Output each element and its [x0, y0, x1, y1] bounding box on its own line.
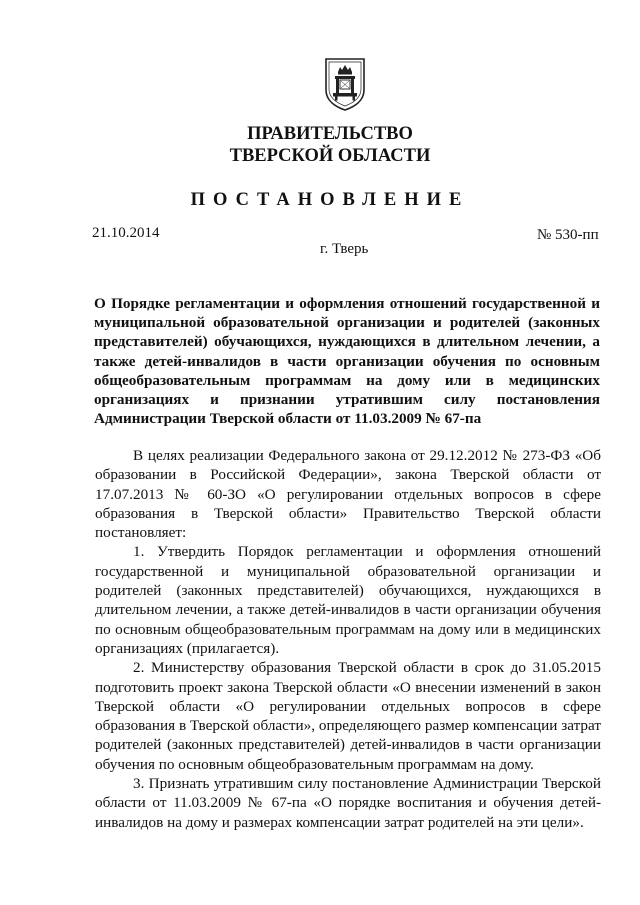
- government-title: ПРАВИТЕЛЬСТВО: [247, 124, 413, 144]
- clause-1-paragraph: 1. Утвердить Порядок регламентации и оформления отношений государственной и муниципальной образовательной организации и родителей (законных представителей) обучающихся, нуждающихся в длительном лечении, а также детей-инвалидов в части организации обучения по основным общеобразовательным программам на дому или в медицинских организациях (прилагается).: [95, 543, 601, 657]
- document-city: г. Тверь: [320, 241, 369, 257]
- region-title: ТВЕРСКОЙ ОБЛАСТИ: [229, 146, 431, 166]
- preamble-paragraph: В целях реализации Федерального закона от 29.12.2012 № 273-ФЗ «Об образовании в Российской Федерации», закона Тверской области от 17.07.2013 № 60-ЗО «О регулировании отдельных вопросов в сфере образования в Тверской области» Правительство Тверской области постановляет:: [95, 447, 601, 542]
- document-body: [95, 446, 601, 832]
- clause-2-paragraph: 2. Министерству образования Тверской области в срок до 31.05.2015 подготовить проект закона Тверской области «О внесении изменений в закон Тверской области «О регулировании отдельных вопросов в сфере образования в Тверской области», определяющего размер компенсации затрат родителей (законных представителей) детей-инвалидов в части организации обучения по основным общеобразовательным программам на дому.: [95, 659, 601, 773]
- document-subject: О Порядке регламентации и оформления отношений государственной и муниципальной образовательной организации и родителей (законных представителей) обучающихся, нуждающихся в длительном лечении, а также детей-инвалидов в части организации обучения по основным общеобразовательным программам на дому или в медицинских организациях и признании утратившим силу постановления Администрации Тверской области от 11.03.2009 № 67-па: [94, 295, 600, 428]
- document-type: ПОСТАНОВЛЕНИЕ: [190, 190, 470, 210]
- scan-mark: [486, 2, 636, 16]
- document-date: 21.10.2014: [92, 225, 160, 241]
- clause-3-paragraph: 3. Признать утратившим силу постановление Администрации Тверской области от 11.03.2009 № 67-па «О порядке воспитания и обучения детей-инвалидов на дому и размерах компенсации затрат родителей на эти цели».: [95, 775, 601, 831]
- coat-of-arms-icon: [323, 56, 367, 111]
- document-number: № 530-пп: [537, 227, 599, 243]
